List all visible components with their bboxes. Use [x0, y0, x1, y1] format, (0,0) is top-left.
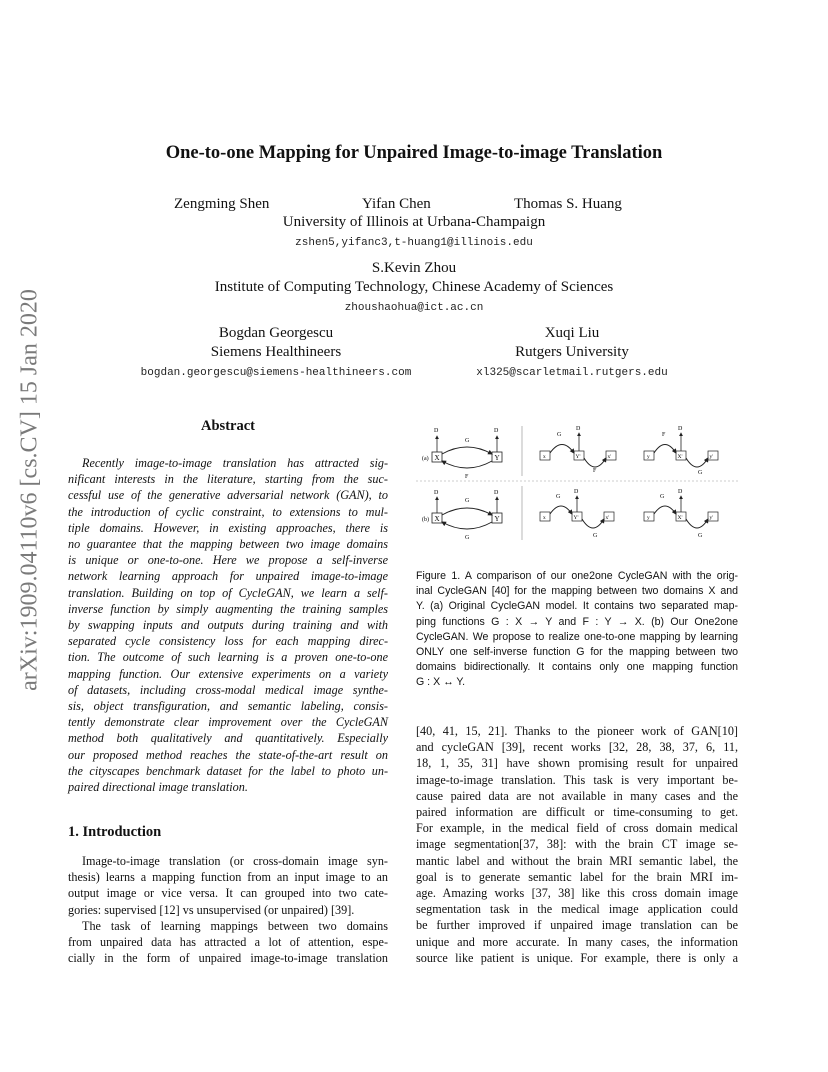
abstract-line: is unique or one-to-one. Here we propose a self-inverse	[68, 553, 388, 568]
body-line: image segmentation[37, 38]: with the brain CT image se-	[416, 837, 738, 852]
abstract-line: inverse function by simply augmenting the training samples	[68, 601, 388, 616]
abstract-line: tiple domains. However, in existing approaches, there is	[68, 520, 388, 535]
label-mid-f: F	[593, 468, 597, 474]
row-label-a: (a)	[422, 456, 429, 462]
node-small-y-label: y	[647, 454, 650, 460]
arrow-mid-f	[584, 458, 606, 467]
author-3: Thomas S. Huang	[514, 196, 622, 212]
node-yp-b-label: Y'	[573, 515, 579, 521]
label-dy-b: D	[494, 490, 499, 496]
label-right-g: G	[698, 470, 703, 476]
label-dx-b: D	[434, 490, 439, 496]
affiliation-3: Siemens Healthineers	[210, 344, 342, 360]
figure-1-diagram	[416, 420, 738, 550]
body-line: segmentation task in the medical image application could	[416, 902, 738, 917]
abstract-line: mapping function. Our extensive experiments on a variety	[68, 666, 388, 681]
email-1: zshen5,yifanc3,t-huang1@illinois.edu	[295, 237, 533, 249]
author-1: Zengming Shen	[174, 196, 270, 212]
label-mid-g-b2: G	[593, 533, 598, 539]
label-mid-d: D	[576, 426, 581, 432]
affiliation-4: Rutgers University	[515, 344, 629, 360]
body-line: cause paired data are not available in many cases and the	[416, 788, 738, 803]
email-3: bogdan.georgescu@siemens-healthineers.com	[140, 367, 412, 379]
intro-heading: 1. Introduction	[68, 824, 162, 840]
abstract-heading: Abstract	[201, 418, 255, 434]
caption-line: domains bidirectionally. It contains only one mapping function	[416, 661, 738, 674]
body-line: mantic label and without the brain MRI semantic label, the	[416, 853, 738, 868]
arxiv-stamp-text: arXiv:1909.04110v6 [cs.CV] 15 Jan 2020	[16, 289, 43, 691]
caption-line: inal CycleGAN [40] for the mapping between two domains X and	[416, 585, 738, 598]
label-mid-g-b1: G	[556, 494, 561, 500]
node-yp2-b-label: y'	[709, 515, 714, 521]
intro-line: thesis) learns a mapping function from an input image to an	[68, 870, 388, 885]
node-x-b-label: X	[434, 515, 440, 523]
node-xp-b-label: x'	[605, 515, 610, 521]
row-label-b: (b)	[422, 517, 429, 523]
abstract-line: our proposed method reaches the state-of-the-art result on	[68, 747, 388, 762]
abstract-line: nificant interests in the literature, starting from the suc-	[68, 472, 388, 487]
abstract-line: the introduction of cyclic constraint, to extensions to mul-	[68, 504, 388, 519]
node-small-x-label: x	[543, 454, 546, 460]
arrow-right-g	[686, 458, 708, 467]
intro-line: gories: supervised [12] vs unsupervised (or unpaired) [39].	[68, 902, 355, 917]
body-line: and cycleGAN [39], recent works [32, 28, 38, 37, 6, 11,	[416, 740, 738, 755]
abstract-line: of datasets, including cross-modal medical image synthe-	[68, 682, 388, 697]
label-right-g-b2: G	[698, 533, 703, 539]
body-line: goal is to generate semantic label for the brain MRI im-	[416, 869, 738, 884]
caption-line: G : X ↔ Y.	[416, 676, 466, 689]
node-xp-label: x'	[607, 454, 612, 460]
abstract-body	[68, 455, 388, 795]
caption-line: ONLY one self-inverse function G for the mapping between two	[416, 646, 738, 659]
email-2: zhoushaohua@ict.ac.cn	[344, 302, 484, 314]
abstract-line: Recently image-to-image translation has attracted sig-	[82, 456, 388, 470]
intro-line: from unpaired data has attracted a lot of attention, espe-	[68, 935, 388, 950]
body-line: unique and more accurate. In many cases, the information	[416, 934, 738, 949]
label-right-g-b1: G	[660, 494, 665, 500]
node-Xp-label: X'	[677, 454, 683, 460]
caption-line: Y. (a) Original CycleGAN model. It contains two separated map-	[416, 600, 738, 613]
label-f: F	[465, 474, 469, 480]
affiliation-2: Institute of Computing Technology, Chinese Academy of Sciences	[214, 279, 614, 295]
intro-line: output image or vice versa. It can grouped into two cate-	[68, 886, 388, 901]
author-6: Xuqi Liu	[544, 325, 600, 341]
label-g-b1: G	[465, 498, 470, 504]
label-g-b2: G	[465, 535, 470, 541]
paper-title: One-to-one Mapping for Unpaired Image-to-image Translation	[165, 143, 663, 163]
body-line: paired information are difficult or time-consuming to get.	[416, 805, 738, 820]
node-yp2-label: y'	[709, 454, 714, 460]
affiliation-1: University of Illinois at Urbana-Champaign	[282, 214, 546, 230]
label-right-f: F	[662, 432, 666, 438]
caption-line: CycleGAN. We propose to realize one-to-one mapping by learning	[416, 630, 738, 643]
arrow-mid-g	[550, 445, 574, 454]
intro-line: Image-to-image translation (or cross-domain image syn-	[82, 854, 388, 868]
arrow-g-b2	[442, 522, 492, 529]
right-column-body	[416, 723, 738, 966]
body-line: For example, in the medical field of cross domain medical	[416, 821, 738, 836]
body-line: [40, 41, 15, 21]. Thanks to the pioneer work of GAN[10]	[416, 724, 738, 738]
abstract-line: paired directional image translation.	[68, 780, 248, 795]
author-2: Yifan Chen	[362, 196, 431, 212]
author-5: Bogdan Georgescu	[218, 325, 334, 341]
label-mid-g: G	[557, 432, 562, 438]
abstract-line: no guarantee that the mapping between two image domains	[68, 537, 388, 552]
email-4: xl325@scarletmail.rutgers.edu	[476, 367, 668, 379]
abstract-line: network learning approach for unpaired image-to-image	[68, 569, 388, 584]
node-x-label: X	[434, 454, 440, 462]
node-small-x-b-label: x	[543, 515, 546, 521]
author-4: S.Kevin Zhou	[371, 260, 457, 276]
label-g: G	[465, 438, 470, 444]
node-yp-label: Y'	[575, 454, 581, 460]
abstract-line: method both qualitatively and quantitatively. Especially	[68, 731, 388, 746]
body-line: age. Amazing works [37, 38] like this cross domain image	[416, 886, 738, 901]
arrow-g-b1	[442, 508, 492, 515]
label-right-d: D	[678, 426, 683, 432]
abstract-line: tently demonstrate clear improvement over the CycleGAN	[68, 715, 388, 730]
node-y-b-label: Y	[494, 515, 500, 523]
body-line: 18, 1, 35, 31] have shown promising result for unpaired	[416, 756, 738, 771]
body-line: image-to-image translation. This task is very important be-	[416, 772, 738, 787]
arrow-f	[442, 461, 492, 468]
body-line: source like patient is unique. For example, there is only a	[416, 950, 738, 965]
abstract-line: separated cycle consistency loss for each mapping direc-	[68, 634, 388, 649]
node-Xp-b-label: X'	[677, 515, 683, 521]
node-y-label: Y	[494, 454, 500, 462]
caption-line: Figure 1. A comparison of our one2one CycleGAN with the orig-	[416, 570, 738, 582]
arrow-right-g-b2	[686, 519, 708, 528]
label-mid-d-b: D	[574, 489, 579, 495]
label-right-d-b: D	[678, 489, 683, 495]
arrow-right-f	[654, 445, 676, 454]
intro-body	[68, 853, 388, 966]
abstract-line: tion. The outcome of such learning is a proven one-to-one	[68, 650, 388, 665]
arrow-right-g-b1	[654, 506, 676, 514]
arrow-mid-g-b2	[582, 519, 604, 528]
abstract-line: translation. Building on top of CycleGAN, we learn a self-	[68, 585, 388, 600]
label-dx: D	[434, 428, 439, 434]
arrow-mid-g-b1	[550, 506, 572, 514]
abstract-line: by swapping inputs and outputs during training and with	[68, 618, 388, 633]
caption-line: ping functions G : X → Y and F : Y → X. (b) Our One2one	[416, 615, 738, 628]
body-line: be further improved if unpaired image translation can be	[416, 918, 738, 933]
abstract-line: cessful use of the generative adversarial network (GAN), to	[68, 488, 388, 503]
arrow-g	[442, 447, 492, 454]
abstract-line: sis, object transfiguration, and semantic labeling, consis-	[68, 699, 388, 714]
label-dy: D	[494, 428, 499, 434]
intro-line: The task of learning mappings between two domains	[82, 918, 388, 933]
node-small-y-b-label: y	[647, 515, 650, 521]
abstract-line: the cityscapes benchmark dataset for the label to photo un-	[68, 763, 388, 778]
intro-line: cially in the form of unpaired image-to-image translation	[68, 951, 388, 966]
figure-1-caption	[416, 569, 738, 691]
